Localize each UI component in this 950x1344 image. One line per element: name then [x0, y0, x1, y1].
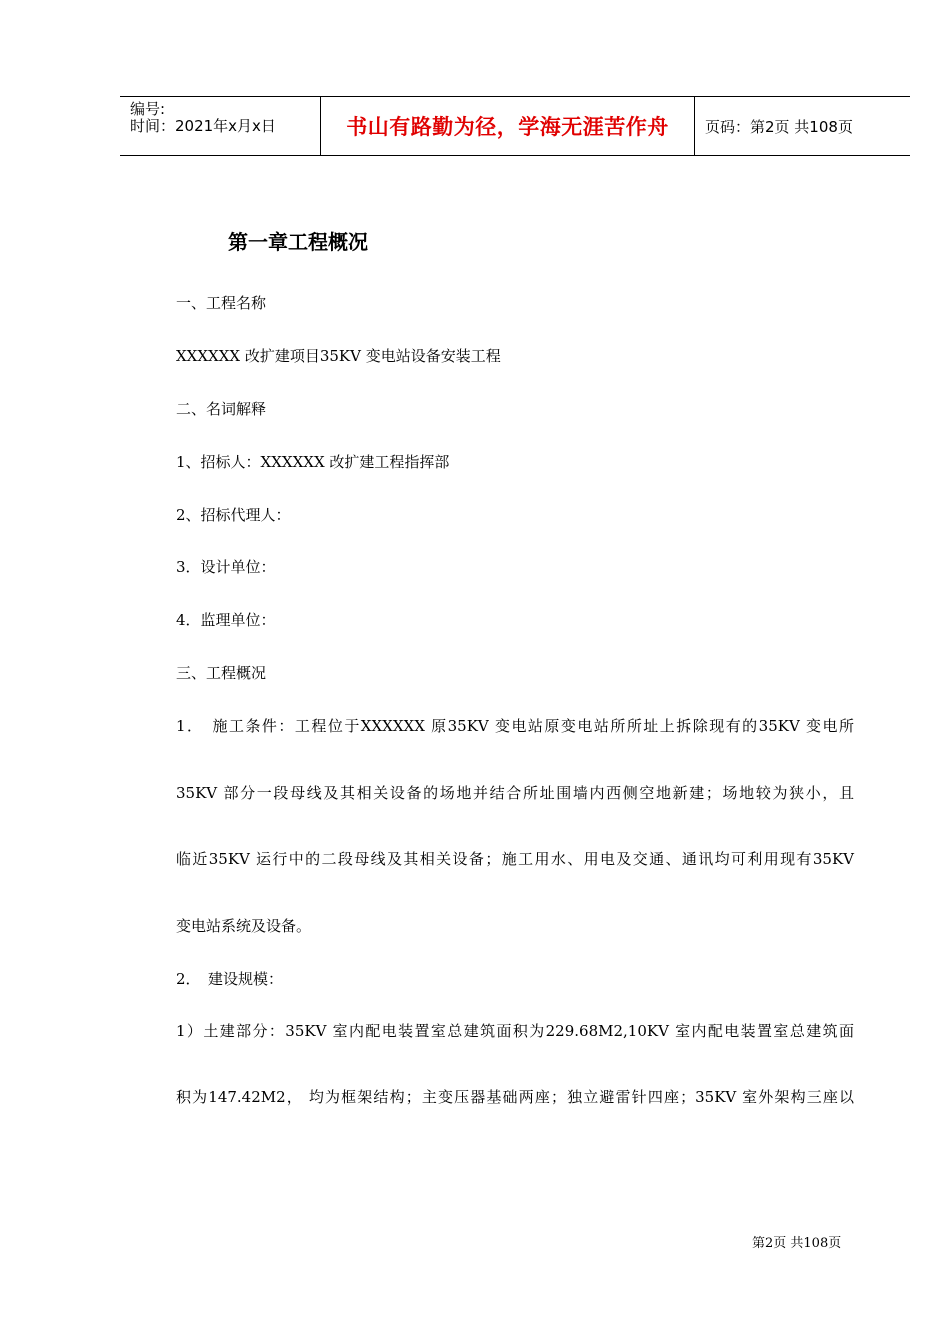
body-line: 35KV 部分一段母线及其相关设备的场地并结合所址围墙内西侧空地新建；场地较为狭小，且 [176, 784, 854, 802]
term-supervision-unit: 4．监理单位： [176, 611, 276, 629]
header-meta-cell [120, 97, 321, 155]
section-heading-project-name: 一、工程名称 [176, 294, 267, 312]
term-tenderer: 1、招标人：XXXXXX 改扩建工程指挥部 [176, 453, 450, 471]
term-design-unit: 3．设计单位： [176, 558, 276, 576]
document-number-label: 编号: [130, 100, 166, 118]
page-header [120, 96, 910, 156]
term-tender-agent: 2、招标代理人： [176, 506, 291, 524]
body-line: 变电站系统及设备。 [176, 917, 312, 935]
header-page-number: 页码：第2页 共108页 [705, 117, 853, 136]
chapter-title: 第一章工程概况 [228, 230, 368, 254]
document-time-label: 时间：2021年x月x日 [130, 117, 276, 135]
body-line: 临近35KV 运行中的二段母线及其相关设备；施工用水、用电及交通、通讯均可利用现有35KV [176, 850, 854, 868]
section-heading-terms: 二、名词解释 [176, 400, 267, 418]
body-line: 1． 施工条件：工程位于XXXXXX 原35KV 变电站原变电站所所址上拆除现有的35KV 变电所 [176, 717, 854, 735]
project-name-text: XXXXXX 改扩建项目35KV 变电站设备安装工程 [176, 347, 501, 365]
body-line: 1）土建部分：35KV 室内配电装置室总建筑面积为229.68M2,10KV 室内配电装置室总建筑面 [176, 1022, 854, 1040]
section-heading-overview: 三、工程概况 [176, 664, 267, 682]
header-motto: 书山有路勤为径，学海无涯苦作舟 [321, 97, 695, 155]
body-line: 积为147.42M2， 均为框架结构；主变压器基础两座；独立避雷针四座；35KV 室外架构三座以 [176, 1088, 854, 1106]
construction-scale-heading: 2． 建设规模： [176, 970, 284, 988]
footer-page-number: 第2页 共108页 [752, 1236, 842, 1251]
